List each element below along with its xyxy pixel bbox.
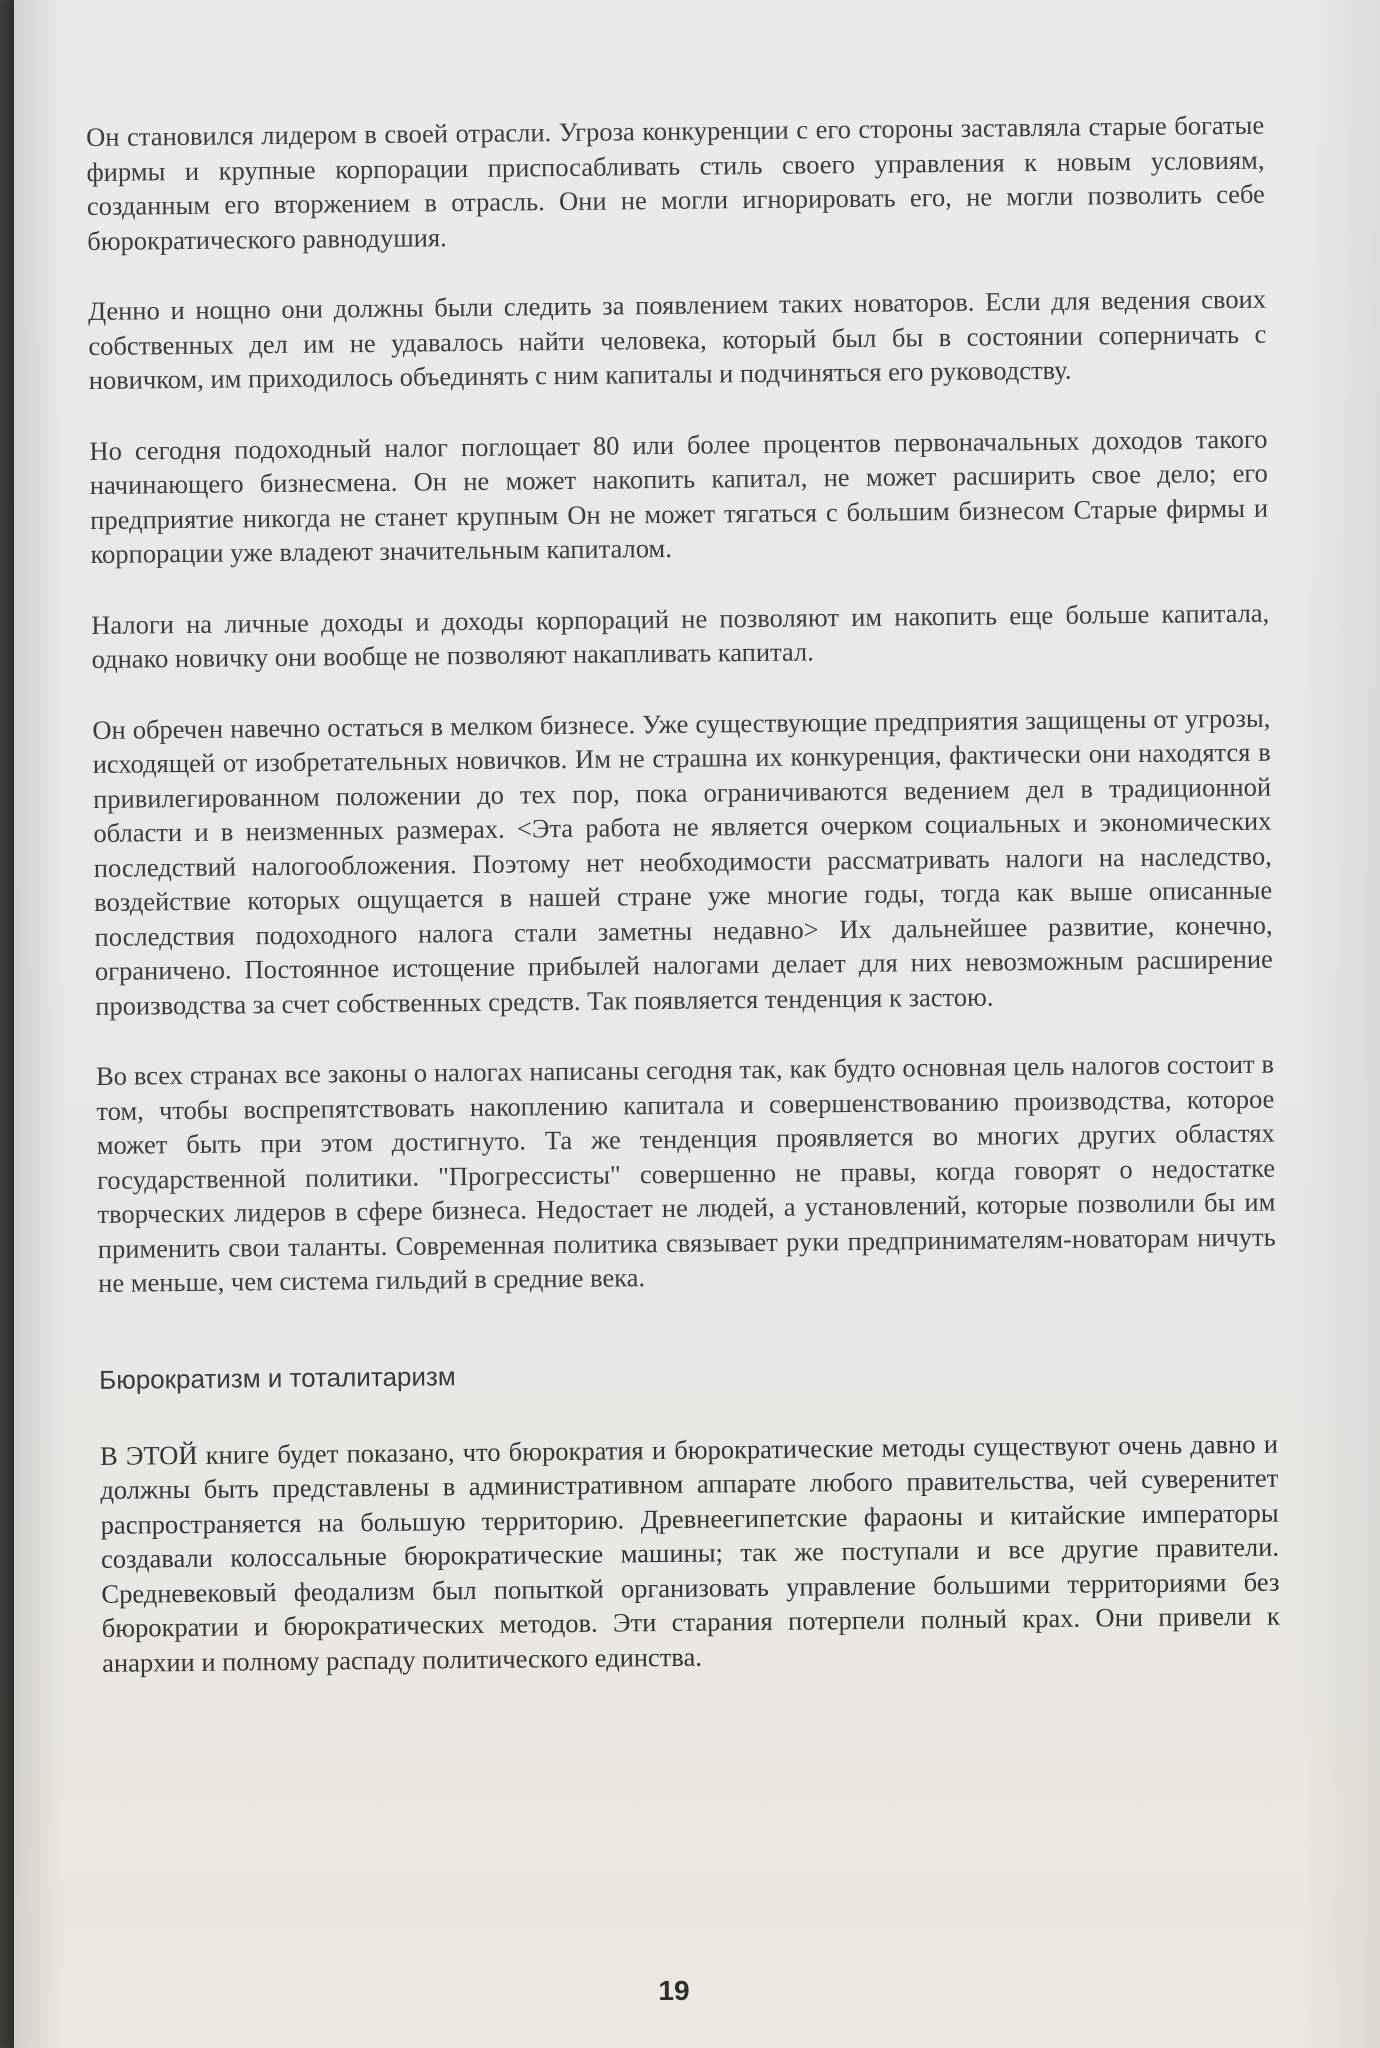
paragraph: Налоги на личные доходы и доходы корпораций не позволяют им накопить еще больше капитала, однако новичку они вообще не позволяют накапливать капитал. [91,597,1270,674]
paragraph: Во всех странах все законы о налогах написаны сегодня так, как будто основная цель налогов состоит в том, чтобы воспрепятствовать накоплению капитала и совершенствованию производства, которое может быть при этом достигнуто. Та же тенденция проявляется во многих других областях государственной политики. "Прогрессисты" совершенно не правы, когда говорят о недостатке творческих лидеров в сфере бизнеса. Недостает не людей, а установлений, которые позволили бы им применить свои таланты. Современная политика связывает руки предпринимателям-новаторам ничуть не меньше, чем система гильдий в средние века. [95,1048,1276,1298]
page-number: 19 [658,1975,690,2006]
paragraph: Он обречен навечно остаться в мелком бизнесе. Уже существующие предприятия защищены от угрозы, исходящей от изобретательных новичков. Им не страшна их конкуренция, фактически они находятся в привилегированном положении до тех пор, пока ограничиваются ведением дел в традиционной области и в неизменных размерах. <Эта работа не является очерком социальных и экономических последствий налогообложения. Поэтому нет необходимости рассматривать налоги на наследство, воздействие которых ощущается в нашей стране уже многие годы, тогда как выше описанные последствия подоходного налога стали заметны недавно> Их дальнейшее развитие, конечно, ограничено. Постоянное истощение прибылей налогами делает для них невозможным расширение производства за счет собственных средств. Так появляется тенденция к застою. [92,702,1274,1021]
book-page [14,0,1380,2048]
page-text-block [86,108,1281,1716]
paragraph: Он становился лидером в своей отрасли. Угроза конкуренции с его стороны заставляла старые богатые фирмы и крупные корпорации приспосабливать стиль своего управления к новым условиям, созданным его вторжением в отрасль. Они не могли игнорировать его, не могли позволить себе бюрократического равнодушия. [86,109,1265,256]
paragraph: Но сегодня подоходный налог поглощает 80 или более процентов первоначальных доходов такого начинающего бизнесмена. Он не может накопить капитал, не может расширить свое дело; его предприятие никогда не станет крупным Он не может тягаться с большим бизнесом Старые фирмы и корпорации уже владеют значительным капиталом. [89,423,1269,569]
section-paragraph: В ЭТОЙ книге будет показано, что бюрократия и бюрократические методы существуют очень давно и должны быть представлены в административном аппарате любого правительства, чей суверенитет распространяется на большую территорию. Древнеегипетские фараоны и китайские императоры создавали колоссальные бюрократические машины; так же поступали и все другие правители. Средневековый феодализм был попыткой организовать управление большими территориями без бюрократии и бюрократических методов. Эти старания потерпели полный крах. Они привели к анархии и полному распаду политического единства. [99,1428,1280,1678]
paragraph: Денно и нощно они должны были следить за появлением таких новаторов. Если для ведения своих собственных дел им не удавалось найти человека, который был бы в состоянии соперничать с новичком, им приходилось объединять с ним капиталы и подчиняться его руководству. [87,283,1267,395]
section-heading: Бюрократизм и тоталитаризм [99,1360,456,1395]
